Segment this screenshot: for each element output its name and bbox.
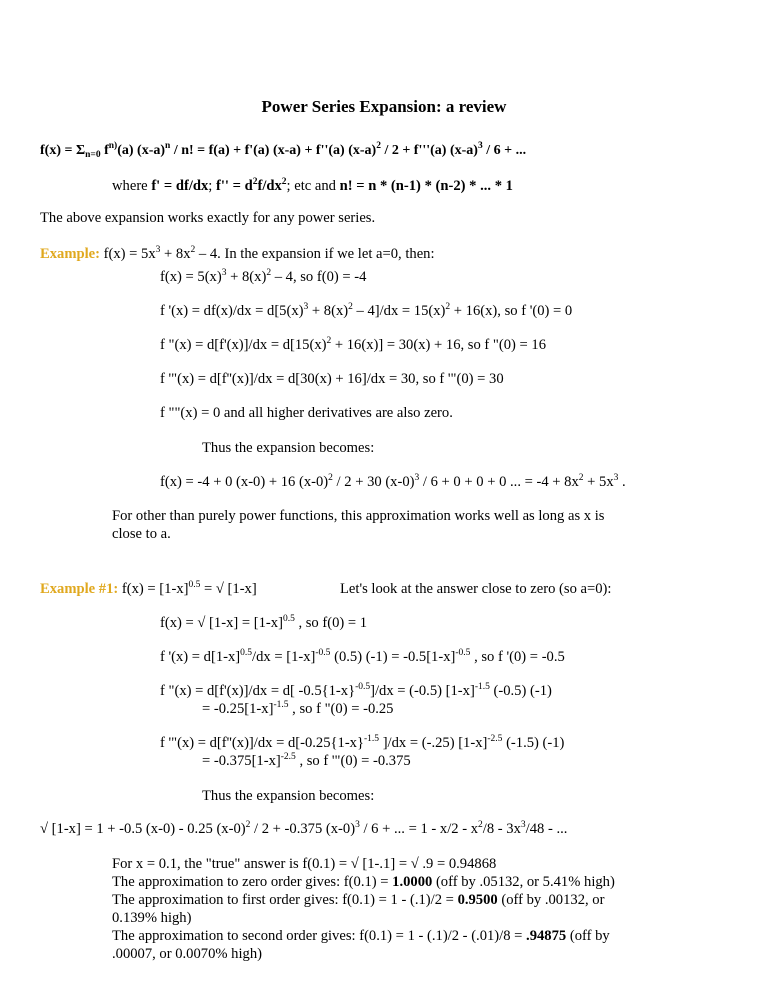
example1-line-f1: f '$(x) = d[1-x]^{0.5}/dx = [1-x]^{-0.5}$ (0.5) $(-1) = -0.5[1-x]^{-0.5}$ , so f '(0) = -0.5	[160, 648, 565, 665]
example-note-1: For other than purely power functions, this approximation works well as long as x is	[112, 508, 605, 524]
first-order: The approximation to first order gives: f(0.1) = 1 - (.1)/2 = 0.9500 (off by .00132, or	[112, 892, 605, 908]
example-thus: Thus the expansion becomes:	[202, 440, 375, 456]
example-line-f4: f ""(x) = 0 and all higher derivatives are also zero.	[160, 405, 453, 421]
example-result: f(x) = -4 + 0 (x-0) + 16 $(x-0)^2 / 2 + 30$ $(x-0)^3 / 6 + 0 + 0 + 0$ ... = $-4 + 8x^2 + 5x^3$ .	[160, 473, 626, 490]
formula-main: $f(x) = \Sigma_{n=0}$ $f^{n)}(a)$ $(x-a)^n$ / n! = f(a) + f'(a) (x-a) + f''(a) $(x-a)^2 / 2 + f'''(a)$ $(x-a)^3 / 6$ + ...	[40, 141, 527, 160]
formula-where: where f' = df/dx; $f'' = d^2f/dx^2$; etc and n! = n * (n-1) * (n-2) * ... * 1	[112, 177, 513, 194]
example1-line-f2-cont: = $-0.25[1-x]^{-1.5}$ , so f "(0) = -0.25	[202, 700, 394, 717]
zero-order: The approximation to zero order gives: f(0.1) = 1.0000 (off by .05132, or 5.41% high)	[112, 874, 615, 890]
example-line-f: $f(x) = 5(x)^3 + 8(x)^2 - 4$, so f(0) = -4	[160, 268, 367, 285]
second-order: The approximation to second order gives: f(0.1) = 1 - (.1)/2 - (.01)/8 = .94875 (off by	[112, 928, 610, 944]
example1-line-f: f(x) = √ $[1-x] = [1-x]^{0.5}$ , so f(0) = 1	[160, 614, 368, 631]
first-order-cont: 0.139% high)	[112, 910, 192, 926]
example1-line-f2: f "(x) = d[f'(x)]/dx = d[ $-0.5\{1-x\}^{-0.5}]/dx = (-0.5)$ $[1-x]^{-1.5}$ (-0.5) (-1)	[160, 682, 552, 699]
example1-line-f3-cont: = $-0.375[1-x]^{-2.5}$ , so f '"(0) = -0.375	[202, 752, 411, 769]
example1-result: √ [1-x] = 1 + -0.5 (x-0) - 0.25 $(x-0)^2 / 2 + -0.375$ $(x-0)^3 / 6$ + ... = $1 - x/2 - x^2/8 - 3x^3/48$ - ...	[40, 820, 568, 837]
example-line-f3: f '"(x) = d[f''(x)]/dx = d[30(x) + 16]/dx = 30, so f '"(0) = 30	[160, 371, 504, 387]
example1-line-f3: f '"$(x) = d[f''(x)]/dx = d[-0.25\{1-x\}^{-1.5}$ ]/dx = (-.25) $[1-x]^{-2.5}$ (-1.5) (-1)	[160, 734, 565, 751]
intro-text: The above expansion works exactly for any power series.	[40, 210, 376, 226]
example1-header: Example #1: $f(x) = [1-x]^{0.5}$ = √ [1-x]	[40, 580, 257, 597]
example1-header-note: Let's look at the answer close to zero (so a=0):	[340, 581, 612, 597]
second-order-cont: .00007, or 0.0070% high)	[112, 946, 262, 962]
example-header: Example: $f(x) = 5x^3 + 8x^2 - 4$. In the expansion if we let a=0, then:	[40, 245, 435, 262]
true-answer: For x = 0.1, the "true" answer is f(0.1) = √ [1-.1] = √ .9 = 0.94868	[112, 856, 497, 872]
example-line-f2: f "$(x) = d[f'(x)]/dx = d[15(x)^2 + 16(x)] = 30(x) + 16$, so f "(0) = 16	[160, 336, 547, 353]
page-title: Power Series Expansion: a review	[261, 97, 507, 116]
example-line-f1: f '$(x) = df(x)/dx = d[5(x)^3 + 8(x)^2 - 4]/dx = 15(x)^2 + 16(x)$, so f '(0) = 0	[160, 302, 573, 319]
example-note-2: close to a.	[112, 526, 171, 542]
example1-thus: Thus the expansion becomes:	[202, 788, 375, 804]
